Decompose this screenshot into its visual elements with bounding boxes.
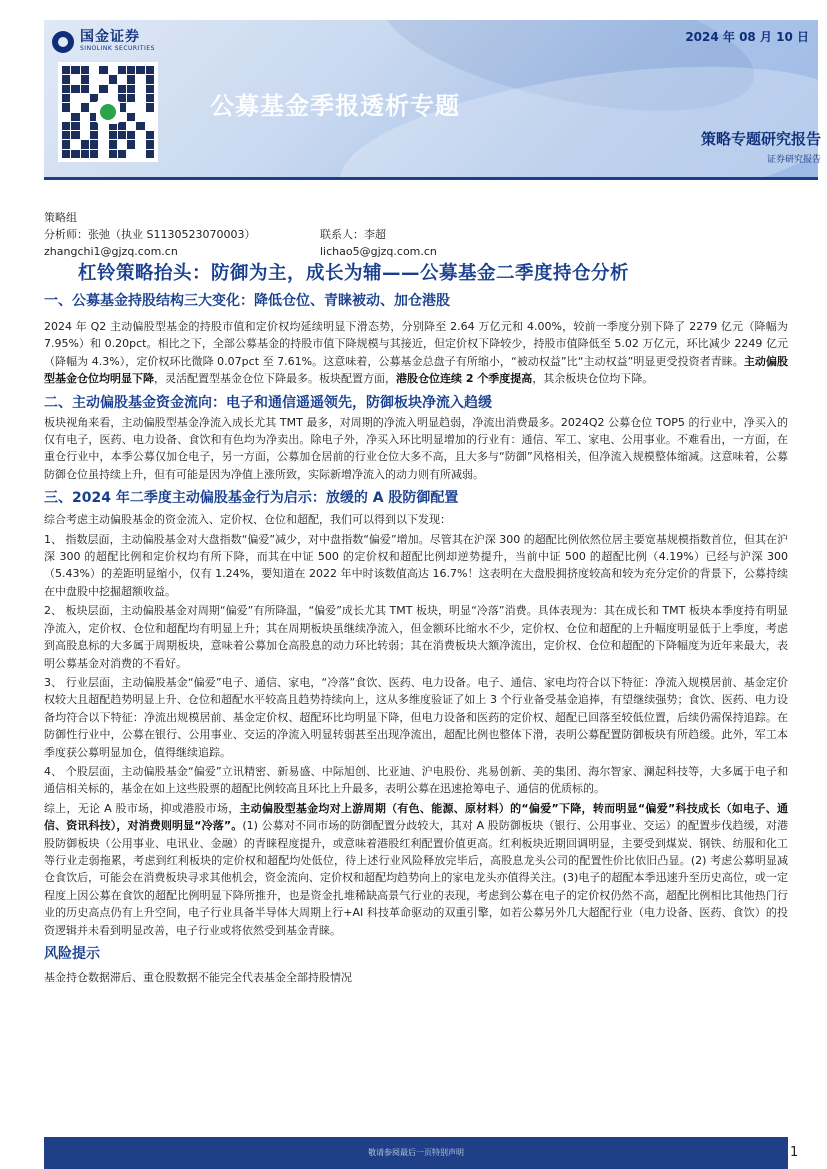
section-2 — [44, 392, 788, 484]
risk-text: 基金持仓数据滞后、重仓股数据不能完全代表基金全部持股情况 — [44, 971, 352, 984]
paragraph: 板块视角来看，主动偏股型基金净流入成长尤其 TMT 最多，对周期的净流入明显趋弱，净流出消费最多。2024Q2 公募仓位 TOP5 的行业中，净买入的仅有电子，医药、电力设备、食饮和有色均为净卖出。除电子外，净买入环比明显增加的行业有：通信、军工、家电、公用事业。不难看出，一方面，在重仓行业中，本季公募仅加仓电子，另一方面，公募加仓居前的行业仓位大多不高，且大多与“防御”风格相关，但净流入规模整体缩减。这意味着，公募防御仓位虽持续上升，但有可能是因为净值上涨所致，实际新增净流入的动力则有所减弱。 — [44, 415, 788, 481]
report-subtype: 证券研究报告 — [766, 155, 821, 165]
section-3 — [44, 487, 788, 939]
team-name: 策略组 — [44, 211, 77, 224]
page-number: 1 — [790, 1145, 799, 1160]
contact-label: 联系人：李超 — [320, 228, 386, 241]
section-heading: 一、公募基金持股结构三大变化：降低仓位、青睐被动、加仓港股 — [44, 293, 450, 309]
page-footer — [44, 1137, 788, 1169]
section-heading: 三、2024 年二季度主动偏股基金行为启示：放缓的 A 股防御配置 — [44, 490, 459, 507]
section-1 — [44, 290, 788, 388]
list-item: 4、 个股层面，主动偏股基金“偏爱”立讯精密、新易盛、中际旭创、比亚迪、沪电股份、兆易创新、美的集团、海尔智家、澜起科技等，大多属于电子和通信相关标的，基金在如上这些股票的超配比例较高且环比上升最多，表明公募在迅速抢筹电子、通信的优质标的。 — [44, 764, 788, 796]
list-item: 1、 指数层面，主动偏股基金对大盘指数“偏爱”减少，对中盘指数“偏爱”增加。尽管其在沪深 300 的超配比例依然位居主要宽基规模指数首位，但其在沪深 300 的超配比例和定价权均有所下降，而其在中证 500 的定价权和超配比例却逆势提升，当前中证 500 的超配比例（4.19%）已经与沪深 300（5.43%）的差距明显缩小，仅有 1.24%，要知道在 2022 年中时该数值高达 16.7%！这表明在大盘股拥挤度较高和较为充分定价的背景下，公募持续在中盘股中挖掘超额收益。 — [44, 532, 788, 598]
bold-text: 港股仓位连续 2 个季度提高 — [396, 372, 533, 386]
report-body — [44, 290, 788, 986]
contact-email[interactable]: lichao5@gjzq.com.cn — [320, 245, 437, 258]
banner-stripe — [44, 177, 818, 180]
report-series-title: 公募基金季报透析专题 — [210, 92, 460, 120]
qr-code-icon — [58, 62, 158, 162]
paragraph-intro: 综合考虑主动偏股基金的资金流入、定价权、仓位和超配，我们可以得到以下发现： — [44, 513, 451, 527]
bold-text: 主动偏股型基金均对上游周期（有色、能源、原材料）的“偏爱”下降，转而明显“偏爱”科技成长（如电子、通信、资讯科技），对消费则明显“冷落”。 — [44, 801, 788, 833]
logo-icon — [52, 31, 74, 53]
logo-cn: 国金证券 — [80, 29, 140, 45]
report-type: 策略专题研究报告 — [700, 130, 821, 148]
summary-paragraph: 综上，无论 A 股市场，抑或港股市场，主动偏股型基金均对上游周期（有色、能源、原材料）的“偏爱”下降，转而明显“偏爱”科技成长（如电子、通信、资讯科技），对消费则明显“冷落”。(1) 公募对不同市场的防御配置分歧较大，其对 A 股防御板块（银行、公用事业、交运）的配置步伐趋缓，对港股防御板块（公用事业、电讯业、金融）的青睐程度提升，或意味着港股红利配置价值更高。红利板块近期回调明显，主要受到煤炭、钢铁、纺服和化工等行业走弱拖累，考虑到红利板块的定价权和超配均处低位，待上述行业风险释放完毕后，高股息龙头公司的配置性价比依旧凸显。(2) 考虑公募明显减仓食饮后，可能会在消费板块寻求其他机会，资金流向、定价权和超配均趋势向上的家电龙头亦值得关注。(3)电子的超配本季迅速升至历史高位，或一定程度上因公募在食饮的超配比例明显下降所推升，也是资金扎堆稀缺高景气行业的表现，考虑到公募在电子的定价权仍然不高，超配比例相比其他热门行业的历史高点仍有上升空间，电子行业具备半导体大周期上行+AI 科技革命驱动的双重引擎，如若公募另外几大超配行业（电力设备、医药、食饮）的投资逻辑并未看到明显改善，电子行业或将依然受到基金青睐。 — [44, 801, 788, 937]
wechat-icon — [96, 100, 120, 124]
paragraph: 2024 年 Q2 主动偏股型基金的持股市值和定价权均延续明显下滑态势，分别降至 2.64 万亿元和 4.00%，较前一季度分别下降了 2279 亿元（降幅为 7.95%）和 0.20pct。相比之下，全部公募基金的持股市值下降规模与其接近，但定价权下降较少，持股市值降低至 5.02 万亿元，环比减少 2249 亿元（降幅为 4.3%），定价权环比微降 0.07pct 至 7.61%。这意味着，公募基金总盘子有所缩小，“被动权益”比“主动权益”明显更受投资者青睐。主动偏股型基金仓位均明显下降，灵活配置型基金仓位下降最多。板块配置方面，港股仓位连续 2 个季度提高，其余板块仓位均下降。 — [44, 320, 788, 386]
main-title: 杠铃策略抬头：防御为主，成长为辅——公募基金二季度持仓分析 — [78, 263, 630, 284]
disclaimer-note: 敬请参阅最后一页特别声明 — [368, 1148, 464, 1157]
list-item: 2、 板块层面，主动偏股基金对周期“偏爱”有所降温，“偏爱”成长尤其 TMT 板块，明显“冷落”消费。具体表现为：其在成长和 TMT 板块本季度持有明显净流入，定价权、仓位和超配均有明显上升；其在周期板块虽继续净流入，但金额环比缩水不少，定价权、仓位和超配的上升幅度明显低于上季度，考虑到高股息标的大多属于周期板块，意味着公募加仓高股息的动力环比转弱；其在消费板块大额净流出，定价权、仓位和超配的下降幅度为近年来最大，表明公募基金对消费的不看好。 — [44, 604, 788, 670]
analyst-email[interactable]: zhangchi1@gjzq.com.cn — [44, 245, 178, 258]
risk-heading: 风险提示 — [44, 946, 100, 962]
logo-en: SINOLINK SECURITIES — [80, 45, 155, 52]
bold-text: 主动偏股型基金仓位均明显下降 — [44, 354, 788, 386]
company-logo — [52, 30, 155, 53]
author-block — [44, 209, 437, 260]
analyst-label: 分析师：张弛（执业 S1130523070003） — [44, 228, 256, 241]
report-date: 2024 年 08 月 10 日 — [685, 30, 809, 44]
risk-section — [44, 943, 788, 986]
list-item: 3、 行业层面，主动偏股基金“偏爱”电子、通信、家电，“冷落”食饮、医药、电力设备。电子、通信、家电均符合以下特征：净流入规模居前、基金定价权较大且超配趋势明显上升、仓位和超配水平较高且趋势持续向上，这从多维度验证了如上 3 个行业备受基金追捧，有望继续强势；食饮、医药、电力设备均符合以下特征：净流出规模居前、基金定价权、超配环比均明显下降，但电力设备和医药的定价权、超配已回落至较低位置，后续仍需保持追踪。在防御性行业中，公募在银行、公用事业、交运的净流入明显转弱甚至出现净流出，超配比例也整体下滑，表明公募配置防御板块有所趋缓。此外，军工本季度获公募明显加仓，值得继续追踪。 — [44, 675, 788, 759]
section-heading: 二、主动偏股基金资金流向：电子和通信遥遥领先，防御板块净流入趋缓 — [44, 394, 492, 411]
